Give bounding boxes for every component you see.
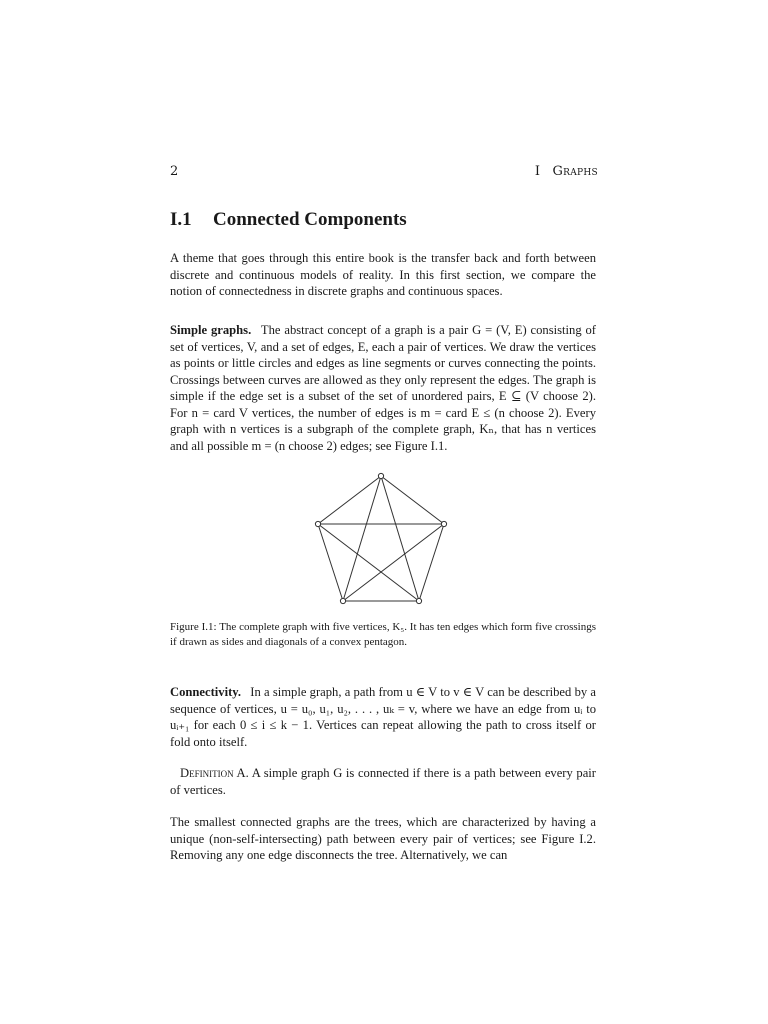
definition-paragraph bbox=[170, 765, 596, 798]
connectivity-text: In a simple graph, a path from u ∈ V to v ∈ V can be described by a sequence of vertices, u = u₀, u₁, u₂, . . . , uₖ = v, where we have an edge from uᵢ to uᵢ₊₁ for each 0 ≤ i ≤ k − 1. Vertices can repeat allowing the path to cross itself or fold onto itself. bbox=[170, 685, 596, 749]
definition-text: A simple graph G is connected if there is a path between every pair of vertices. bbox=[170, 766, 596, 797]
k5-figure bbox=[312, 470, 452, 610]
figure-caption: Figure I.1: The complete graph with five vertices, K₅. It has ten edges which form five crossings if drawn as sides and diagonals of a convex pentagon. bbox=[170, 621, 596, 648]
vertex-left bbox=[315, 521, 320, 526]
definition-label: Definition A. bbox=[180, 766, 249, 780]
k5-edges bbox=[318, 476, 444, 601]
edge-right-bottomright bbox=[419, 524, 444, 601]
simple-graphs-heading: Simple graphs. bbox=[170, 323, 252, 337]
chapter-title: Graphs bbox=[552, 164, 598, 179]
trees-paragraph: The smallest connected graphs are the trees, which are characterized by having a unique (non-self-intersecting) path between every pair of vertices; see Figure I.2. Removing any one edge disconnects the tree. Alternatively, we can bbox=[170, 815, 596, 862]
vertex-bottom-left bbox=[340, 598, 345, 603]
edge-left-bottomleft bbox=[318, 524, 343, 601]
simple-graphs-paragraph bbox=[170, 322, 596, 454]
section-number: I.1 bbox=[170, 209, 192, 230]
chapter-numeral: I bbox=[534, 164, 541, 179]
section-name: Connected Components bbox=[213, 209, 407, 230]
connectivity-heading: Connectivity. bbox=[170, 685, 242, 699]
vertex-right bbox=[441, 521, 446, 526]
edge-left-bottomright bbox=[318, 524, 419, 601]
vertex-bottom-right bbox=[416, 598, 421, 603]
edge-top-bottomleft bbox=[343, 476, 381, 601]
connectivity-paragraph bbox=[170, 684, 596, 750]
edge-top-right bbox=[381, 476, 444, 524]
edge-right-bottomleft bbox=[343, 524, 444, 601]
page-number: 2 bbox=[170, 164, 179, 179]
edge-top-bottomright bbox=[381, 476, 419, 601]
intro-paragraph: A theme that goes through this entire book is the transfer back and forth between discrete and continuous models of reality. In this first section, we compare the notion of connectedness in discrete graphs and continuous spaces. bbox=[170, 251, 596, 298]
simple-graphs-text: The abstract concept of a graph is a pair G = (V, E) consisting of set of vertices, V, and a set of edges, E, each a pair of vertices. We draw the vertices as points or little circles and edges as line segments or curves connecting the points. Crossings between curves are allowed as they only represent the edges. The graph is simple if the edge set is a subset of the set of unordered pairs, E ⊆ (V choose 2). For n = card V vertices, the number of edges is m = card E ≤ (n choose 2). Every graph with n vertices is a subgraph of the complete graph, Kₙ, that has n vertices and all possible m = (n choose 2) edges; see Figure I.1. bbox=[170, 323, 597, 453]
k5-vertices bbox=[315, 473, 446, 603]
edge-top-left bbox=[318, 476, 381, 524]
section-title bbox=[170, 209, 407, 231]
running-title bbox=[535, 164, 598, 179]
vertex-top bbox=[378, 473, 383, 478]
